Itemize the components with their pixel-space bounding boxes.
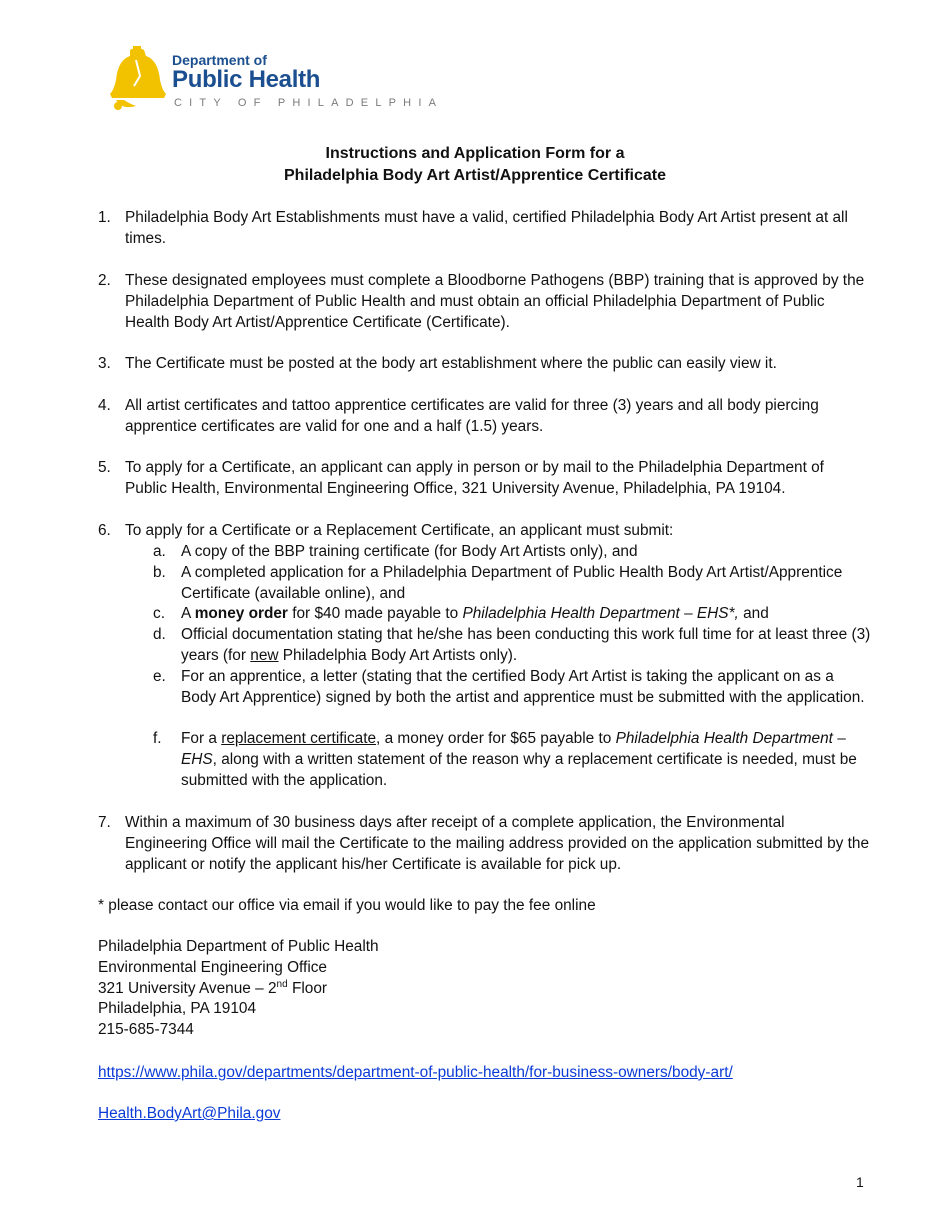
list-number: 4. [98, 397, 111, 414]
document-title-line-2: Philadelphia Body Art Artist/Apprentice Certificate [284, 167, 666, 184]
fee-note: * please contact our office via email if you would like to pay the fee online [98, 897, 596, 914]
address-line-3 [98, 979, 379, 1000]
address-line-4: Philadelphia, PA 19104 [98, 1000, 257, 1018]
liberty-bell-icon [106, 46, 168, 112]
text-run: for $40 made payable to [287, 605, 463, 622]
sub-item-text [181, 604, 873, 625]
address-line-2: Environmental Engineering Office [98, 958, 327, 976]
sub-item-a [153, 542, 873, 563]
text-run: A [181, 605, 195, 622]
text-run: and [738, 605, 769, 622]
new-emphasis: new [250, 646, 279, 664]
logo-department-text: Department of [172, 52, 267, 68]
sub-item-f [153, 729, 873, 791]
list-number: 5. [98, 459, 111, 476]
sub-item-text: A completed application for a Philadelphia Department of Public Health Body Art Artist/Apprentice Certificate (available online), and [181, 564, 843, 602]
sub-item-d [153, 625, 873, 667]
text-run: , along with a written statement of the reason why a replacement certificate is needed, must be submitted with the application. [181, 750, 857, 789]
list-number: 7. [98, 814, 111, 831]
list-item-text: All artist certificates and tattoo apprentice certificates are valid for three (3) years and all body piercing apprentice certificates are valid for one and a half (1.5) years. [125, 397, 819, 435]
list-item-4 [98, 396, 870, 438]
money-order-emphasis: money order [194, 605, 288, 622]
list-item-6 [98, 521, 870, 542]
list-item-text: The Certificate must be posted at the body art establishment where the public can easily view it. [125, 355, 777, 372]
sub-item-letter: f. [153, 730, 162, 747]
list-item-5 [98, 458, 870, 500]
sub-item-letter: c. [153, 605, 165, 622]
text-run: For a [181, 730, 222, 747]
sub-item-c [153, 604, 873, 625]
body-art-webpage-link[interactable]: https://www.phila.gov/departments/department-of-public-health/for-business-owners/body-art/ [98, 1064, 733, 1081]
list-item-7 [98, 813, 870, 875]
list-number: 6. [98, 522, 111, 539]
text-run: Philadelphia Body Art Artists only). [278, 646, 518, 664]
list-item-2 [98, 271, 870, 333]
list-item-3 [98, 354, 870, 375]
document-title-line-1: Instructions and Application Form for a [325, 145, 625, 162]
payee-name: Philadelphia Health Department – EHS*, [462, 605, 739, 622]
sub-item-text: For an apprentice, a letter (stating that the certified Body Art Artist is taking the applicant on as a Body Art Apprentice) signed by both the artist and apprentice must be submitted with the application. [181, 668, 865, 706]
text-run: Floor [287, 979, 328, 997]
address-line-1: Philadelphia Department of Public Health [98, 938, 379, 955]
text-run: 321 University Avenue – 2 [98, 979, 277, 997]
list-item-1 [98, 208, 870, 250]
health-department-logo [106, 44, 456, 114]
sub-item-letter: a. [153, 543, 166, 560]
sub-item-text: A copy of the BBP training certificate (for Body Art Artists only), and [181, 543, 638, 560]
sub-item-letter: d. [153, 626, 166, 643]
logo-city-text: CITY OF PHILADELPHIA [174, 97, 444, 109]
text-run: Official documentation stating that he/she has been conducting this work full time for at least three (3) years (for [181, 626, 871, 664]
contact-address [98, 937, 379, 1041]
sub-item-letter: e. [153, 668, 166, 685]
phone-number: 215-685-7344 [98, 1021, 194, 1039]
sub-item-text [181, 625, 873, 667]
list-item-text: To apply for a Certificate or a Replacement Certificate, an applicant must submit: [125, 522, 674, 539]
ordinal-suffix: nd [276, 978, 288, 990]
sub-item-e [153, 667, 873, 709]
text-run: , a money order for $65 payable to [376, 730, 616, 747]
logo-public-health-text: Public Health [172, 66, 321, 93]
list-item-text: These designated employees must complete a Bloodborne Pathogens (BBP) training that is approved by the Philadelphia Department of Public Health and must obtain an official Philadelphia Department of Public Health Body Art Artist/Apprentice Certificate (Certificate). [125, 272, 865, 331]
sub-item-letter: b. [153, 564, 166, 581]
email-link[interactable]: Health.BodyArt@Phila.gov [98, 1105, 281, 1122]
sub-item-b [153, 563, 873, 605]
replacement-certificate-emphasis: replacement certificate [221, 730, 377, 747]
list-number: 2. [98, 272, 111, 289]
list-item-text: To apply for a Certificate, an applicant can apply in person or by mail to the Philadelphia Department of Public Health, Environmental Engineering Office, 321 University Avenue, Philadelphia, PA 19104. [125, 459, 824, 497]
payee-name: Philadelphia Health Department – EHS [181, 730, 846, 768]
list-item-text: Within a maximum of 30 business days after receipt of a complete application, the Environmental Engineering Office will mail the Certificate to the mailing address provided on the application submitted by the applicant or notify the applicant his/her Certificate is available for pick up. [125, 814, 870, 873]
page-number: 1 [856, 1174, 864, 1190]
list-number: 1. [98, 209, 111, 226]
list-item-text: Philadelphia Body Art Establishments must have a valid, certified Philadelphia Body Art Artist present at all times. [125, 209, 848, 247]
sub-item-text [181, 729, 873, 791]
list-number: 3. [98, 355, 111, 372]
